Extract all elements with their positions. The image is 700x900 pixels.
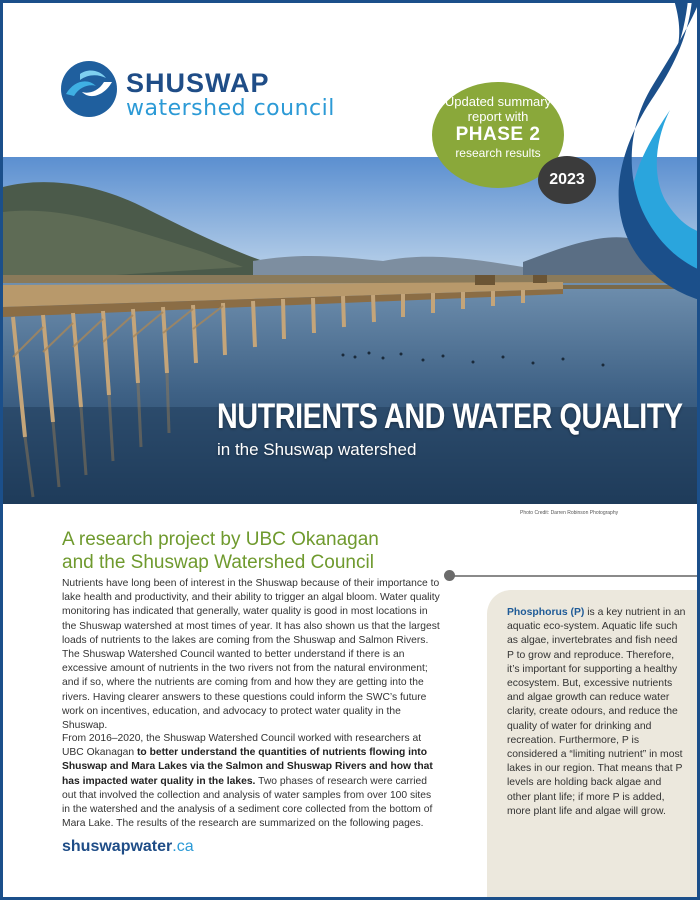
- watershed-logo-icon: [60, 60, 118, 118]
- org-subtitle: watershed council: [126, 96, 335, 121]
- year-badge: 2023: [538, 156, 596, 204]
- intro-paragraph: Nutrients have long been of interest in the Shuswap because of their importance to lake health and productivity, and their ability to trigger an algal bloom. Water quality monitoring has indicated that generally, water quality is good in most locations in the Shuswap watershed at most times of year. It has also shown us that the largest loads of nutrients to the lakes are coming from the Shuswap and Salmon Rivers. The Shuswap Watershed Council wanted to better understand if there is an excessive amount of nutrients in the two rivers not from the natural environment; and if so, where the nutrients are coming from and how they are getting into the rivers. Having clearer answers to these questions could inform the SWC’s future work on incentives, education, and advocacy to protect water quality in the Shuswap.: [62, 578, 440, 732]
- research-paragraph: [62, 732, 440, 831]
- website-link[interactable]: [62, 838, 194, 856]
- section-heading-line-1: A research project by UBC Okanagan: [62, 529, 379, 550]
- sidebar-text: is a key nutrient in an aquatic eco-system. Aquatic life such as algae, invertebrates and fish need P to grow and reproduce. Therefore, it’s important for supporting a healthy ecosystem. But, excessive nutrients and algae growth can reduce water clarity, create odours, and reduce the quality of water for drinking and recreation. Furthermore, P is considered a “limiting nutrient” in most lakes in our region. That means that P levels are holding back algae and other plant life; if more P is added, more plant life and algae will grow.: [507, 607, 686, 817]
- report-subtitle: in the Shuswap watershed: [217, 440, 417, 459]
- section-heading: [62, 528, 462, 574]
- research-paragraph-end: Two phases of research were carried out that involved the collection and analysis of water samples from over 100 sites in the watershed and the analysis of a sediment core collected from the bottom of Mara Lake. The results of the research are summarized on the following pages.: [62, 775, 433, 830]
- phosphorus-sidebar: [487, 590, 700, 900]
- badge-phase-label: PHASE 2: [455, 124, 541, 145]
- badge-line-1: Updated summary: [444, 94, 552, 109]
- connector-dot: [444, 570, 455, 581]
- website-tld: .ca: [172, 838, 194, 855]
- photo-credit: Photo Credit: Darren Robinson Photography: [520, 510, 619, 516]
- research-paragraph-emphasis: to better understand the quantities of nutrients flowing into Shuswap and Mara Lakes via the Salmon and Shuswap Rivers and how that has impacted water quality in the lakes.: [62, 747, 433, 787]
- badge-line-2: report with: [467, 109, 529, 124]
- sidebar-term: Phosphorus (P): [507, 607, 585, 618]
- website-name: shuswapwater: [62, 838, 173, 855]
- badge-line-4: research results: [455, 146, 541, 160]
- section-heading-line-2: and the Shuswap Watershed Council: [62, 552, 374, 573]
- org-name: SHUSWAP: [126, 68, 270, 98]
- research-paragraph-start: From 2016–2020, the Shuswap Watershed Council worked with researchers at UBC Okanagan: [62, 733, 422, 759]
- decorative-swirl-icon: [570, 0, 700, 300]
- report-title: NUTRIENTS AND WATER QUALITY: [217, 397, 683, 436]
- connector-line: [448, 575, 700, 577]
